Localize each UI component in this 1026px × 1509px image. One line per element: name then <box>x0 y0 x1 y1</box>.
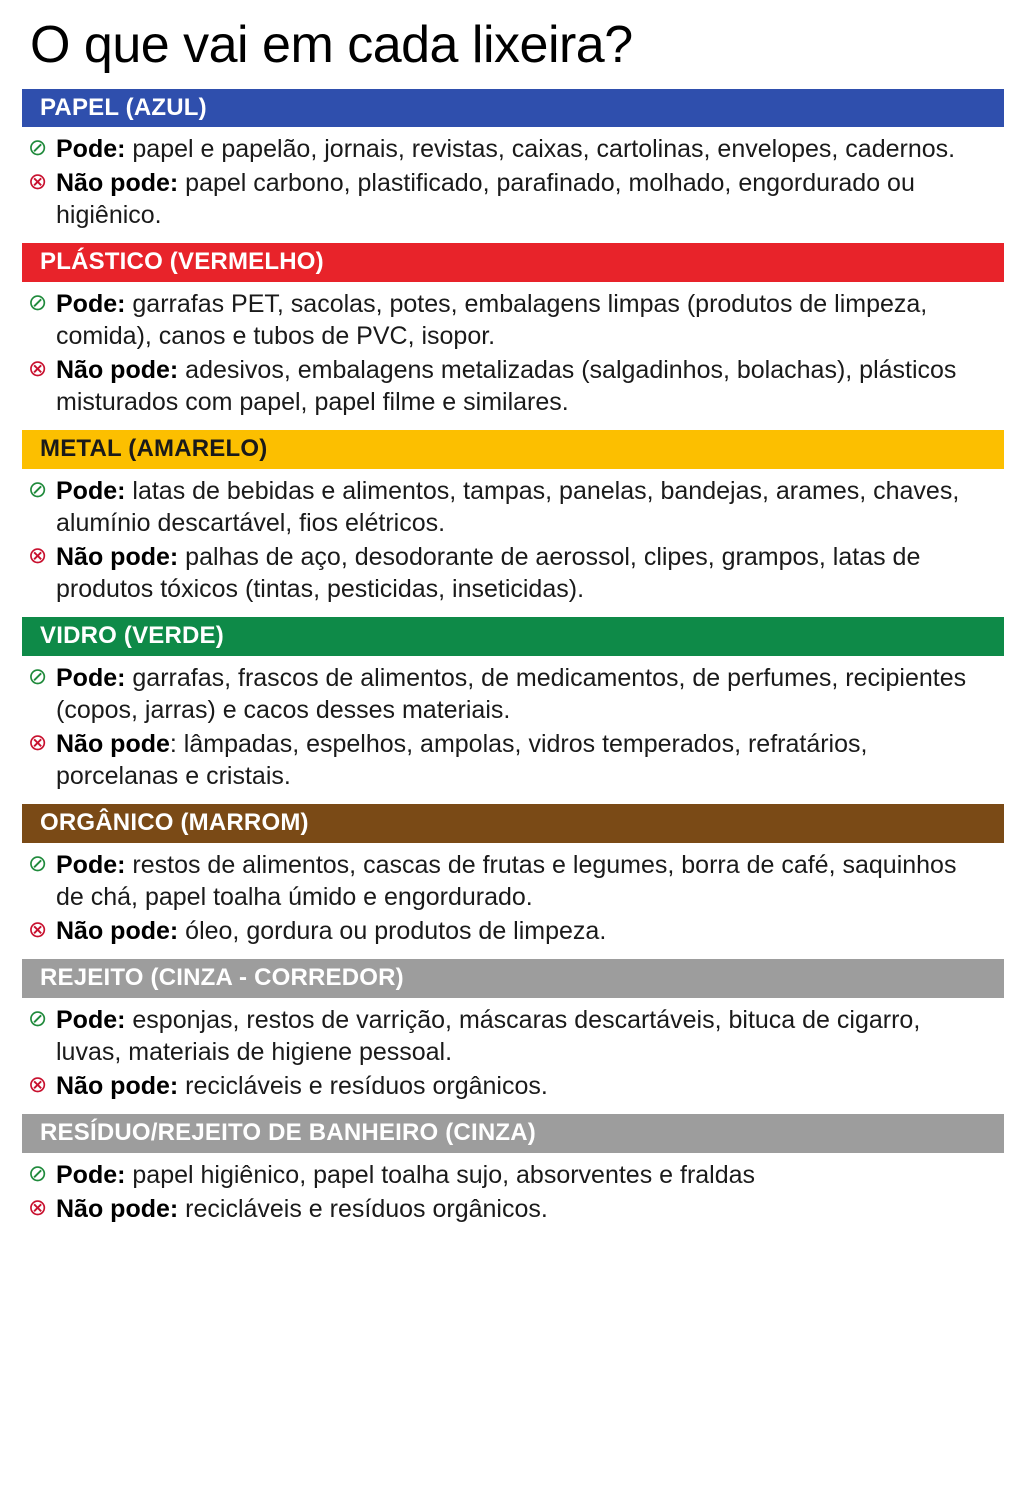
waste-section-rejeito <box>22 959 1004 1112</box>
section-body-rejeito <box>22 998 1004 1112</box>
rule-forbidden-plastico <box>22 354 1004 418</box>
rule-allowed-plastico <box>22 288 1004 352</box>
section-header-vidro: VIDRO (VERDE) <box>22 617 1004 656</box>
rule-forbidden-items-organico: óleo, gordura ou produtos de limpeza. <box>178 916 607 945</box>
waste-section-banheiro <box>22 1114 1004 1235</box>
check-circle-icon: ⊘ <box>28 849 48 876</box>
section-body-vidro <box>22 656 1004 802</box>
rule-allowed-label-banheiro: Pode: <box>56 1160 126 1189</box>
rule-forbidden-label-metal: Não pode: <box>56 543 179 572</box>
cross-circle-icon: ⊗ <box>28 355 48 382</box>
rule-forbidden-vidro <box>22 728 1004 792</box>
rule-allowed-items-rejeito: esponjas, restos de varrição, máscaras descartáveis, bituca de cigarro, luvas, materiais de higiene pessoal. <box>56 1005 921 1066</box>
rule-allowed-label-metal: Pode: <box>56 477 126 506</box>
section-body-banheiro <box>22 1153 1004 1235</box>
rule-allowed-papel <box>22 133 1004 165</box>
rule-forbidden-banheiro <box>22 1193 1004 1225</box>
section-header-banheiro: RESÍDUO/REJEITO DE BANHEIRO (CINZA) <box>22 1114 1004 1153</box>
rule-allowed-text-plastico <box>56 288 978 352</box>
page-title: O que vai em cada lixeira? <box>30 16 633 74</box>
rule-forbidden-items-papel: papel carbono, plastificado, parafinado, molhado, engordurado ou higiênico. <box>56 169 915 230</box>
rule-forbidden-rejeito <box>22 1070 1004 1102</box>
rule-forbidden-items-rejeito: recicláveis e resíduos orgânicos. <box>178 1071 548 1100</box>
rule-allowed-label-organico: Pode: <box>56 850 126 879</box>
rule-forbidden-text-metal <box>56 541 978 605</box>
rule-allowed-text-papel <box>56 133 978 165</box>
check-circle-icon: ⊘ <box>28 289 48 316</box>
rule-forbidden-text-rejeito <box>56 1070 978 1102</box>
cross-circle-icon: ⊗ <box>28 1193 48 1220</box>
rule-allowed-text-banheiro <box>56 1159 978 1191</box>
rule-allowed-banheiro <box>22 1159 1004 1191</box>
rule-forbidden-label-papel: Não pode: <box>56 169 179 198</box>
rule-forbidden-label-banheiro: Não pode: <box>56 1194 179 1223</box>
rule-forbidden-metal <box>22 541 1004 605</box>
rule-allowed-rejeito <box>22 1004 1004 1068</box>
section-body-plastico <box>22 282 1004 428</box>
cross-circle-icon: ⊗ <box>28 729 48 756</box>
rule-allowed-label-rejeito: Pode: <box>56 1005 126 1034</box>
check-circle-icon: ⊘ <box>28 1159 48 1186</box>
rule-allowed-text-vidro <box>56 662 978 726</box>
rule-forbidden-label-plastico: Não pode: <box>56 356 179 385</box>
waste-section-vidro <box>22 617 1004 802</box>
rule-allowed-items-vidro: garrafas, frascos de alimentos, de medicamentos, de perfumes, recipientes (copos, jarras) e cacos desses materiais. <box>56 664 967 725</box>
rule-forbidden-text-plastico <box>56 354 978 418</box>
section-body-metal <box>22 469 1004 615</box>
rule-allowed-label-papel: Pode: <box>56 135 126 164</box>
waste-section-metal <box>22 430 1004 615</box>
waste-section-plastico <box>22 243 1004 428</box>
rule-allowed-text-rejeito <box>56 1004 978 1068</box>
section-header-rejeito: REJEITO (CINZA - CORREDOR) <box>22 959 1004 998</box>
rule-allowed-vidro <box>22 662 1004 726</box>
rule-allowed-text-metal <box>56 475 978 539</box>
rule-allowed-metal <box>22 475 1004 539</box>
section-body-organico <box>22 843 1004 957</box>
rule-forbidden-text-vidro <box>56 728 978 792</box>
rule-forbidden-organico <box>22 915 1004 947</box>
rule-allowed-items-metal: latas de bebidas e alimentos, tampas, panelas, bandejas, arames, chaves, alumínio descartável, fios elétricos. <box>56 477 960 538</box>
section-header-papel: PAPEL (AZUL) <box>22 89 1004 128</box>
rule-forbidden-papel <box>22 167 1004 231</box>
check-circle-icon: ⊘ <box>28 134 48 161</box>
rule-forbidden-items-banheiro: recicláveis e resíduos orgânicos. <box>178 1194 548 1223</box>
section-body-papel <box>22 127 1004 241</box>
section-header-plastico: PLÁSTICO (VERMELHO) <box>22 243 1004 282</box>
rule-forbidden-label-vidro: Não pode <box>56 730 170 759</box>
rule-allowed-items-banheiro: papel higiênico, papel toalha sujo, absorventes e fraldas <box>125 1160 756 1189</box>
rule-forbidden-text-papel <box>56 167 978 231</box>
cross-circle-icon: ⊗ <box>28 915 48 942</box>
rule-allowed-items-plastico: garrafas PET, sacolas, potes, embalagens limpas (produtos de limpeza, comida), canos e tubos de PVC, isopor. <box>56 290 928 351</box>
sections-list <box>22 89 1004 1235</box>
check-circle-icon: ⊘ <box>28 663 48 690</box>
waste-section-papel <box>22 89 1004 242</box>
cross-circle-icon: ⊗ <box>28 542 48 569</box>
rule-allowed-organico <box>22 849 1004 913</box>
rule-forbidden-label-organico: Não pode: <box>56 916 179 945</box>
check-circle-icon: ⊘ <box>28 1004 48 1031</box>
rule-forbidden-items-plastico: adesivos, embalagens metalizadas (salgadinhos, bolachas), plásticos misturados com papel, papel filme e similares. <box>56 356 957 417</box>
rule-forbidden-text-organico <box>56 915 978 947</box>
rule-forbidden-text-banheiro <box>56 1193 978 1225</box>
rule-allowed-label-plastico: Pode: <box>56 290 126 319</box>
section-header-metal: METAL (AMARELO) <box>22 430 1004 469</box>
rule-forbidden-items-metal: palhas de aço, desodorante de aerossol, clipes, grampos, latas de produtos tóxicos (tintas, pesticidas, inseticidas). <box>56 543 921 604</box>
cross-circle-icon: ⊗ <box>28 168 48 195</box>
rule-forbidden-items-vidro: : lâmpadas, espelhos, ampolas, vidros temperados, refratários, porcelanas e cristais. <box>56 730 868 791</box>
rule-allowed-text-organico <box>56 849 978 913</box>
rule-allowed-label-vidro: Pode: <box>56 664 126 693</box>
waste-section-organico <box>22 804 1004 957</box>
section-header-organico: ORGÂNICO (MARROM) <box>22 804 1004 843</box>
rule-allowed-items-papel: papel e papelão, jornais, revistas, caixas, cartolinas, envelopes, cadernos. <box>125 135 956 164</box>
check-circle-icon: ⊘ <box>28 476 48 503</box>
rule-forbidden-label-rejeito: Não pode: <box>56 1071 179 1100</box>
cross-circle-icon: ⊗ <box>28 1070 48 1097</box>
rule-allowed-items-organico: restos de alimentos, cascas de frutas e legumes, borra de café, saquinhos de chá, papel toalha úmido e engordurado. <box>56 850 957 911</box>
